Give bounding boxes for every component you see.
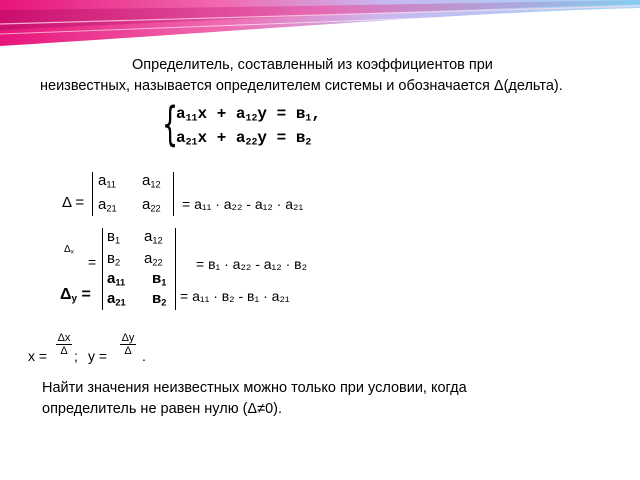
matrix-left-bar xyxy=(102,270,103,310)
matrix-right-bar xyxy=(175,270,176,310)
definition-text xyxy=(40,55,630,97)
conclusion-line-2: определитель не равен нулю (Δ≠0). xyxy=(42,401,283,417)
matrix-cell-b1: $в_1$ xyxy=(107,228,121,246)
conclusion-line-1: Найти значения неизвестных можно только при условии, когда xyxy=(42,380,467,396)
decorative-banner xyxy=(0,0,640,50)
x-denominator: Δ xyxy=(60,345,68,357)
delta-y-formula: = a₁₁ · в₂ - в₁ · a₂₁ xyxy=(180,288,290,304)
matrix-cell-a21: $a_{21}$ xyxy=(98,196,117,214)
matrix-left-bar xyxy=(92,172,93,216)
matrix-cell-a12: $a_{12}$ xyxy=(142,172,161,190)
system-brace: { xyxy=(162,97,179,151)
delta-x-matrix xyxy=(102,228,176,272)
conclusion-text xyxy=(42,378,562,420)
matrix-cell-a21: $a_{21}$ xyxy=(107,290,126,308)
matrix-left-bar xyxy=(102,228,103,272)
delta-y-label: $\Delta_у$ = xyxy=(60,286,91,305)
delta-y-matrix xyxy=(102,270,176,310)
matrix-cell-a11: $a_{11}$ xyxy=(107,270,126,288)
y-numerator: Δу xyxy=(121,332,135,344)
definition-line-2: неизвестных, называется определителем системы и обозначается Δ(дельта). xyxy=(40,78,563,94)
delta-x-label: $\Delta_x$ xyxy=(64,244,74,256)
delta-formula: = a₁₁ · a₂₂ - a₁₂ · a₂₁ xyxy=(182,196,304,212)
end-period: . xyxy=(142,348,146,364)
matrix-cell-b2: $в_2$ xyxy=(107,250,121,268)
definition-line-1: Определитель, составленный из коэффициентов при xyxy=(132,57,493,73)
matrix-right-bar xyxy=(175,228,176,272)
y-label: у = xyxy=(88,348,108,364)
separator: ; xyxy=(74,348,78,364)
delta-x-eq: = xyxy=(88,254,97,270)
matrix-right-bar xyxy=(173,172,174,216)
matrix-cell-b2: $в_2$ xyxy=(152,290,167,308)
delta-label: Δ = xyxy=(62,194,85,211)
matrix-cell-a22: $a_{22}$ xyxy=(142,196,161,214)
x-label: x = xyxy=(28,348,48,364)
delta-matrix xyxy=(92,172,174,216)
x-fraction xyxy=(56,332,72,357)
matrix-cell-a11: $a_{11}$ xyxy=(98,172,116,190)
cramer-solution xyxy=(28,330,168,370)
x-numerator: Δx xyxy=(57,332,71,344)
matrix-cell-b1: $в_1$ xyxy=(152,270,167,288)
y-denominator: Δ xyxy=(124,345,132,357)
equation-system xyxy=(162,97,332,154)
matrix-cell-a22: $a_{22}$ xyxy=(144,250,163,268)
equation-1: $a_{11}x + a_{12}y = в_1$, xyxy=(176,105,321,124)
delta-x-formula: = в₁ · a₂₂ - a₁₂ · в₂ xyxy=(196,256,308,272)
equation-2: $a_{21}x + a_{22}y = в_2$ xyxy=(176,129,312,148)
y-fraction xyxy=(120,332,136,357)
matrix-cell-a12: $a_{12}$ xyxy=(144,228,163,246)
